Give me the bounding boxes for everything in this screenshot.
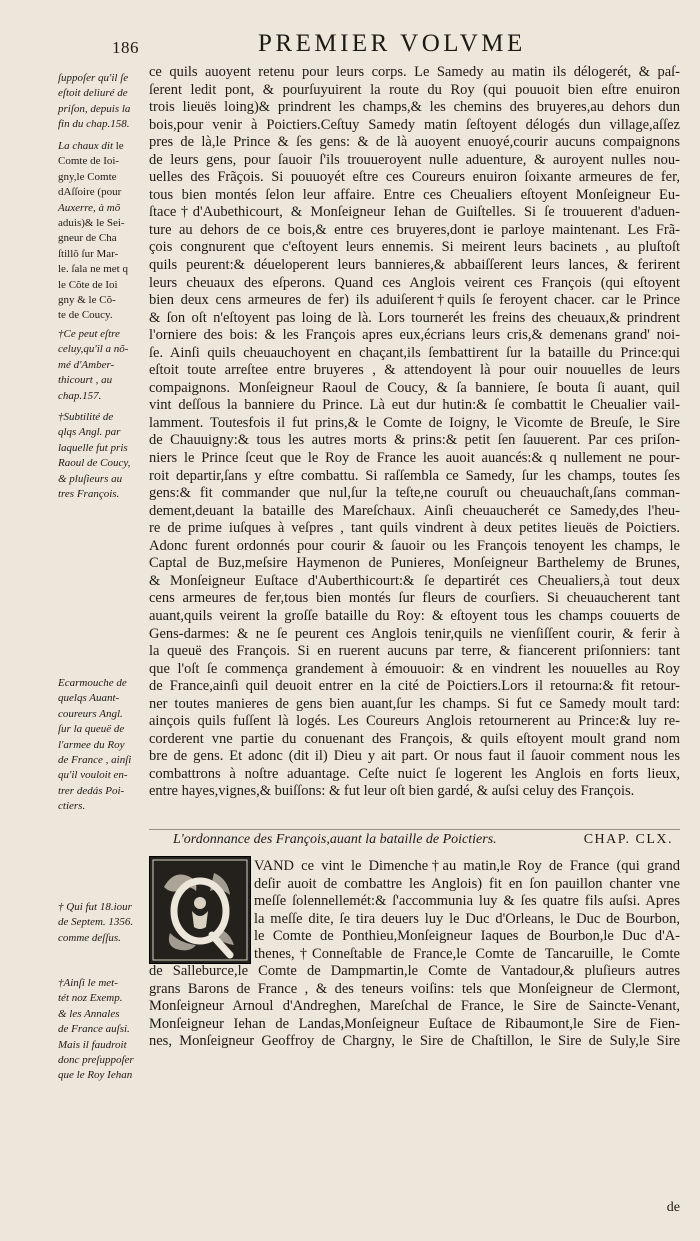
text-line: & Monſeigneur Euſtace d'Auberthicourt:& ſe departirét ces Cheualiers,à tout deux (149, 572, 680, 589)
margin-line: ſur la queuë de (58, 723, 125, 736)
margin-text: La chaux dit (58, 140, 113, 152)
text-line: de France,ainſi quil deuoit entrer en la cité de Poictiers.Lors il retourna:& fit retour- (149, 678, 680, 695)
margin-line: coureurs Angl. (58, 707, 123, 720)
margin-note-5 (58, 676, 146, 815)
chapter-number: CHAP. CLX. (583, 832, 673, 847)
chapter-heading (173, 832, 673, 848)
text-line: vint deſſous la banniere du Prince. Là eut dur hutin:& ſe combattit le Cheualier vail- (149, 397, 680, 414)
margin-line: ctiers. (58, 800, 86, 813)
margin-line: †Ainſi le met- (58, 977, 118, 989)
margin-line: chap.157. (58, 389, 102, 402)
text-line: ture au dehors de ce bois,& entre ces bruyeres,dont ie parloye maintenant. Les Frã- (149, 221, 680, 238)
margin-line: mé d'Amber- (58, 358, 115, 371)
text-line: compaignons. Monſeigneur Raoul de Coucy, & ſa banniere, ſe bouta ſi auant, quil (149, 379, 680, 396)
margin-line: celuy,qu'il a nõ- (58, 343, 129, 356)
chapter-text-indented (149, 858, 680, 963)
page-number: 186 (112, 38, 139, 57)
text-line: l'orniere des bois: & les François apres eux,écrians leurs cris,& demenans grand' noi- (149, 327, 680, 344)
text-line: meſſe ſolennellemét:& ſ'accommunia luy & ſes quatre fils auſsi. Apres (254, 893, 680, 910)
margin-line: † Qui fut 18.iour (58, 901, 132, 913)
text-line: ſerent ledit pont, & pourſuyuirent la route du Roy (qui pouuoit bien eſtre enuiron (149, 81, 680, 98)
text-line: VAND ce vint le Dimenche†au matin,le Roy de France (qui grand (254, 858, 680, 874)
text-line: que l'oſt ſe commença grandement à émouuoir: & en vindrent les nouuelles au Roy (149, 660, 680, 677)
margin-line: priſon, depuis la (58, 102, 131, 115)
margin-line: le. ſala ne met q (58, 263, 128, 276)
margin-line: te de Coucy. (58, 309, 113, 322)
margin-line: laquelle fut pris (58, 441, 128, 454)
margin-line: le Cõte de Ioi (58, 278, 118, 291)
text-line: quils peurent:& déueloperent leurs bannieres,& abbaiſſerent leurs lances, & ferirent (149, 257, 680, 274)
margin-line: dAſſoire (pour (58, 186, 122, 199)
body-text (149, 64, 680, 801)
margin-line: trer dedás Poi- (58, 784, 125, 797)
margin-line: fin du chap.158. (58, 118, 130, 131)
margin-line: †Ce peut eſtre (58, 328, 120, 340)
text-line: entre hayes,vignes,& buiſſons: & fut leur oſt bien gardé, & auſsi celuy des François. (149, 783, 635, 800)
text-line: de Salleburce,le Comte de Dampmartin,le Comte de Vantadour,& pluſieurs autres (149, 963, 680, 979)
margin-note-7 (58, 976, 146, 1084)
text-line: tous bien montés ſelon leur affaire. Entre ces Cheualiers eſtoyent Monſeigneur Eu- (149, 186, 680, 203)
text-line: uelles des Frãçois. Si pouuoyét eſtre ces Coureurs enuiron ſoixante armeures de fer, (149, 169, 680, 186)
text-line: corderent vne partie du conuenant des François, & quils eſtoyent moult grand nom (149, 730, 680, 747)
margin-line: eſtoit deliuré de (58, 87, 128, 100)
text-line: de leurs gens, pour ſauoir ſ'ils trouueroyent nulle aduenture, & auroyent nulles nou- (149, 151, 680, 168)
text-line: bre de gens. Et adonc (dit il) Dieu y ait part. Or nous faut il ſauoir comment nous les (149, 748, 680, 765)
margin-text: le (115, 140, 124, 152)
margin-note-2 (58, 139, 146, 324)
margin-line: donc preſuppoſer (58, 1054, 134, 1067)
margin-line: ſuppoſer qu'il ſe (58, 72, 129, 84)
text-line: roit departir,ſans y eſtre combattu. Si raſſembla ce Samedy, ſur les champs, toutes ſes (149, 467, 680, 484)
text-line: ner toutes manieres de gens bien auant,ſur les champs. Si fut ce Samedy moult tard: (149, 695, 680, 712)
text-line: Monſeigneur Arnoul d'Andreghen, Mareſchal de France, le Sire de Saincte-Venant, (149, 998, 680, 1015)
text-line: Monſeigneur Iehan de Landas,Monſeigneur Euſtace de Ribaumont,le Sire de Fien- (149, 1015, 680, 1032)
margin-line: Auxerre, à mõ (58, 201, 121, 214)
text-line: combattrons à noſtre aduantage. Ceſte nuict ſe logerent les Anglois en forts lieux, (149, 765, 680, 782)
margin-note-6 (58, 900, 146, 946)
margin-line: comme deſſus. (58, 931, 121, 944)
text-line: pres de là,le Prince & ſes gens: & de là auoyent enuoyé,courir aucuns compaignons (149, 134, 680, 151)
text-line: la queuë des François. Si en ruerent aucuns par terre, & fiancerent priſonniers: tant (149, 643, 680, 660)
text-line: gens:& fit commander que nul,ſur la teſte,ne couruſt ou cheuauchaſt,ſans comman- (149, 485, 680, 502)
text-line: deſir auoit de combattre les Anglois) fit en ſon pauillon chanter vne (254, 875, 680, 892)
margin-line: qlqs Angl. par (58, 426, 121, 439)
margin-note-1 (58, 71, 146, 133)
text-line: auant,quils veirent la groſſe bataille du Roy: & eſtoyent tous les champs couuerts de (149, 607, 680, 624)
text-line: Gens-darmes: & ne ſe peurent ces Anglois tenir,quils ne vienſiſſent courir, & ferir à (149, 625, 680, 642)
margin-line: aduis)& le Sei- (58, 217, 125, 230)
text-line: cens armeures de fer,tous bien montés ſur fleurs de courſiers. Si cheuaucherent tant (149, 590, 680, 607)
text-line: Captal de Buz,meſsire Haymenon de Punieres, Monſeigneur Barthelemy de Brunes, (149, 555, 680, 572)
running-head: PREMIER VOLVME (258, 30, 526, 57)
margin-line: gneur de Cha (58, 232, 117, 245)
margin-line: Mais il faudroit (58, 1038, 127, 1051)
text-line: le Comte de Ponthieu,Monſeigneur Iaques de Bourbon,le Duc d'A- (254, 928, 680, 945)
margin-line: gny & le Cõ- (58, 294, 116, 307)
margin-line: tét noz Exemp. (58, 992, 123, 1005)
margin-line: quelqs Auant- (58, 692, 120, 705)
text-line: re de prime iuſques à veſpres , tant quils vindrent à deux petites lieuës de Poictiers. (149, 520, 680, 537)
margin-line: ſtillõ ſur Mar- (58, 247, 119, 260)
text-line: ce quils auoyent retenu pour leurs corps. Le Samedy au matin ils délogerét, & paſ- (149, 64, 680, 80)
text-line: dement,deuant la bataille des Mareſchaux. Ainſi cheuaucherét ce Samedy,des l'heu- (149, 502, 680, 519)
chapter-rule (149, 829, 680, 830)
catchword: de (666, 1200, 680, 1215)
text-line: grans Barons de France , & des teneurs voiſins: tels que Monſeigneur de Clermont, (149, 980, 680, 997)
text-line: eſtoit toute arreſtee entre bruyeres , & attendoyent là pour ouir nouuelles de leurs (149, 362, 680, 379)
margin-line: l'armee du Roy (58, 738, 125, 751)
text-line: çois congnurent que c'eſtoyent leurs ennemis. Si meirent leurs bacinets , au pluſtoſt (149, 239, 680, 256)
text-line: leurs cheuaux des eſperons. Quand ces Anglois veirent ces François (qui eſtoyent (149, 274, 680, 291)
text-line: de Chauuigny:& tous les autres morts & prins:& petit ſen ſauuerent. Par ces priſon- (149, 432, 680, 449)
margin-line: de France , ainſi (58, 754, 132, 767)
margin-note-3 (58, 327, 146, 404)
margin-line: thicourt , au (58, 374, 113, 387)
text-line: ſtace†d'Aubethicourt, & Monſeigneur Iehan de Guiſtelles. Si ſe trouuerent d'aduen- (149, 204, 680, 221)
margin-line: de Septem. 1356. (58, 916, 134, 929)
margin-line: & les Annales (58, 1007, 120, 1020)
text-line: bien deux cens armeures de fer) ils aduiſerent†quils ſe feroyent chacer. car le Prince (149, 292, 680, 309)
margin-line: & pluſieurs au (58, 472, 123, 485)
text-line: Adonc furent ordonnés pour courir & ſauoir ou les François tenoyent les champs, le (149, 537, 680, 554)
text-line: trois lieuës loing)& prindrent les champs,& les chemins des bruyeres,au dehors dun (149, 99, 680, 116)
text-line: la meſſe dite, ſe tira deuers luy le Duc d'Orleans, le Duc de Bourbon, (254, 910, 680, 927)
margin-line: Comte de Ioi- (58, 155, 120, 168)
text-line: ainçois quils fuſſent là logés. Les Coureurs Anglois retournerent au Prince:& luy re- (149, 713, 680, 730)
margin-line: Ecarmouche de (58, 677, 127, 689)
margin-line: †Subtilité de (58, 411, 114, 423)
text-line: nes, Monſeigneur Geoffroy de Chargny, le Sire de Chaſtillon, le Sire de Suly,le Sire (149, 1033, 680, 1050)
text-line: lamment. Toutesfois il fut prins,& le Comte de Ioigny, le Vicomte de Breuſe, le Sire (149, 414, 680, 431)
chapter-text-full (149, 963, 680, 1051)
margin-line (58, 139, 146, 154)
margin-line: Raoul de Coucy, (58, 457, 131, 470)
margin-line: qu'il vouloit en- (58, 769, 128, 782)
margin-line: gny,le Comte (58, 170, 117, 183)
text-line: thenes,†Conneſtable de France,le Comte de Tancaruille, le Comte (254, 945, 680, 962)
text-line: bois,pour venir à Poictiers.Ceſtuy Samedy matin ſeſtoyent délogés dun village,aſſez (149, 116, 680, 133)
margin-line: que le Roy Iehan (58, 1069, 133, 1082)
text-line: niers le Prince ſceut que le Roy de France les auoit auancés:& q nullement ne pour- (149, 450, 680, 467)
margin-line: de France auſsi. (58, 1023, 130, 1036)
text-line: & ſon oſt n'eſtoyent pas loing de là. Lors tournerét les freins des cheuaux,& prindrent (149, 309, 680, 326)
margin-note-4 (58, 410, 146, 502)
text-line: ſe. Ainſi quils cheuauchoyent en chaçant,ils ſembattirent ſur la bataille du Prince:qui (149, 344, 680, 361)
chapter-title: L'ordonnance des François,auant la bataille de Poictiers. (173, 832, 497, 847)
margin-line: tres François. (58, 488, 120, 501)
